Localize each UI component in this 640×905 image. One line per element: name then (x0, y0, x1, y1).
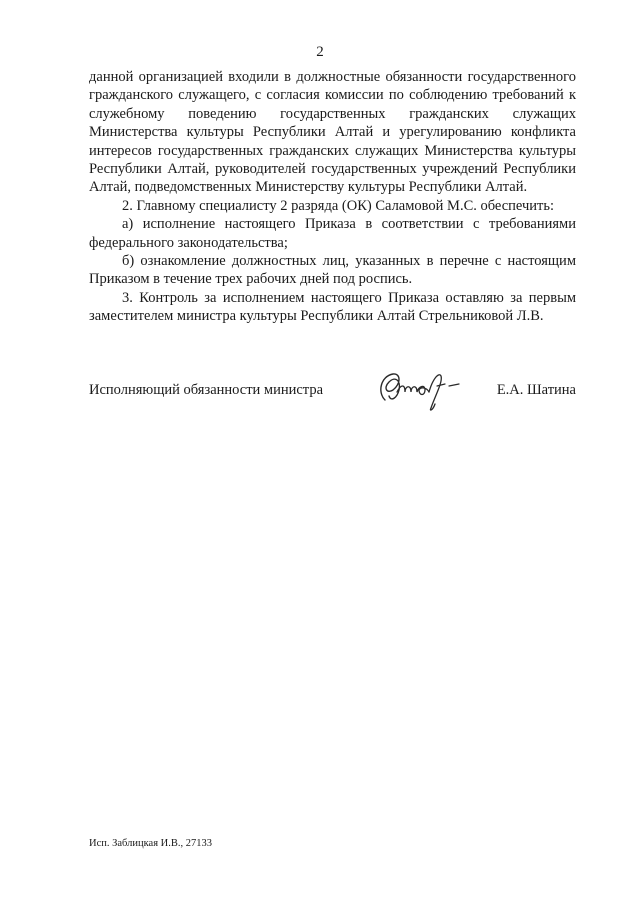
document-body (89, 68, 576, 326)
paragraph-subitem-a: а) исполнение настоящего Приказа в соответствии с требованиями федерального законодательства; (89, 216, 576, 251)
page-number: 2 (316, 44, 324, 60)
paragraph-subitem-b: б) ознакомление должностных лиц, указанных в перечне с настоящим Приказом в течение трех рабочих дней под роспись. (89, 253, 576, 288)
paragraph-item-2: 2. Главному специалисту 2 разряда (ОК) Саламовой М.С. обеспечить: (122, 197, 555, 214)
signatory-title: Исполняющий обязанности министра (89, 382, 324, 398)
paragraph-continuation: данной организацией входили в должностные обязанности государственного гражданского служащего, с согласия комиссии по соблюдению требований к служебному поведению государственных гражданских служащих Министерства культуры Республики Алтай и урегулированию конфликта интересов государственных гражданских служащих Министерства культуры Республики Алтай, руководителей государственных учреждений Республики Алтай, подведомственных Министерству культуры Республики Алтай. (89, 69, 576, 196)
signatory-name: Е.А. Шатина (496, 382, 576, 398)
signature-block (89, 366, 576, 416)
paragraph-item-3: 3. Контроль за исполнением настоящего Приказа оставляю за первым заместителем министра культуры Республики Алтай Стрельниковой Л.В. (89, 289, 576, 325)
executor-note: Исп. Заблицкая И.В., 27133 (89, 838, 212, 849)
handwritten-signature (371, 366, 467, 414)
